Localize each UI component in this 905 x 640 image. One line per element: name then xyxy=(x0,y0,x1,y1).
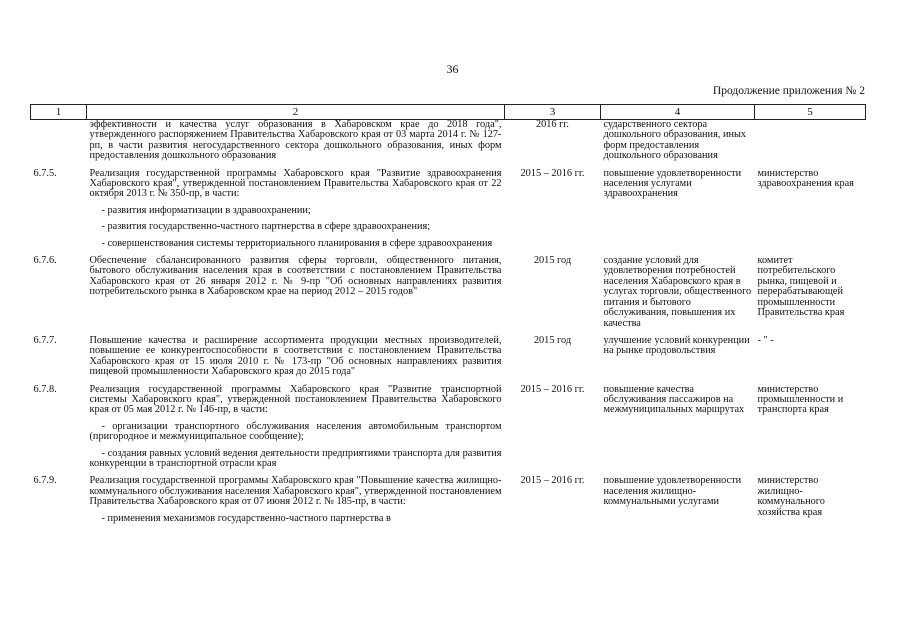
table-row xyxy=(31,120,866,162)
measure-description xyxy=(87,169,505,249)
expected-outcome: сударственного сектора дошкольного образования, иных форм предоставления дошкольного образования xyxy=(603,119,747,162)
measure-description xyxy=(87,476,505,524)
expected-outcome: повышение удовлетворенности населения услугами здравоохранения xyxy=(603,167,742,200)
expected-outcome: повышение удовлетворенности населения жилищно-коммунальными услугами xyxy=(603,475,742,508)
measure-text: эффективности и качества услуг образования в Хабаровском крае до 2018 года", утвержденного распоряжением Правительства Хабаровского края от 03 марта 2014 г. № 127-рп, в части развития негосударственного сектора дошкольного образования, иных форм предоставления дошкольного образования xyxy=(89,119,502,162)
table-row xyxy=(31,256,866,329)
measures-table xyxy=(30,104,866,524)
measure-description xyxy=(87,336,505,378)
continuation-label: Продолжение приложения № 2 xyxy=(712,85,865,97)
measure-subitem: - развития информатизации в здравоохранении; xyxy=(101,204,311,216)
measure-description xyxy=(87,256,505,329)
measure-description xyxy=(87,120,505,162)
measure-subitem: - совершенствования системы территориального планирования в сфере здравоохранения xyxy=(101,237,493,249)
item-number: 6.7.8. xyxy=(33,383,57,395)
measure-text: Реализация государственной программы Хабаровского края "Повышение качества жилищно-коммунального обслуживания населения Хабаровского края", утвержденной постановлением Правительства Хабаровского края от 07 июня 2012 г. № 185-пр, в части: xyxy=(89,475,502,508)
table-row xyxy=(31,476,866,524)
measure-description xyxy=(87,385,505,470)
item-number: 6.7.7. xyxy=(33,334,57,346)
measure-subitem: - создания равных условий ведения деятельности предприятиями транспорта для развития конкуренции в транспортной отрасли края xyxy=(89,447,502,469)
responsible-body: министерство промышленности и транспорта края xyxy=(757,383,844,416)
expected-outcome: улучшение условий конкуренции на рынке продовольствия xyxy=(603,334,750,357)
responsible-body: министерство жилищно-коммунального хозяйства края xyxy=(757,475,825,518)
column-header-5: 5 xyxy=(755,105,866,120)
measure-subitem: - применения механизмов государственно-частного партнерства в xyxy=(101,512,391,524)
responsible-body: - " - xyxy=(757,334,774,346)
table-body xyxy=(31,120,866,525)
implementation-term: 2015 – 2016 гг. xyxy=(520,167,585,179)
measure-text: Обеспечение сбалансированного развития сферы торговли, общественного питания, бытового обслуживания населения края в соответствии с постановлением Правительства Хабаровского края от 26 января 2012 г. № 9-пр "Об основных направлениях развития потребительского рынка в Хабаровском крае на период 2012 – 2015 годов" xyxy=(89,255,502,298)
item-number xyxy=(31,120,87,162)
responsible-body xyxy=(755,120,866,162)
column-header-2: 2 xyxy=(87,105,505,120)
column-header-4: 4 xyxy=(601,105,755,120)
item-number: 6.7.9. xyxy=(33,475,57,487)
table-row xyxy=(31,385,866,470)
implementation-term: 2015 – 2016 гг. xyxy=(520,475,585,487)
measure-text: Повышение качества и расширение ассортимента продукции местных производителей, повышение ее конкурентоспособности в соответствии с постановлением Правительства Хабаровского края от 15 июля 2010 г. № 173-пр "Об основных направлениях развития пищевой промышленности Хабаровского края до 2015 года" xyxy=(89,334,502,378)
expected-outcome: создание условий для удовлетворения потребностей населения Хабаровского края в услугах торговли, общественного питания и бытового обслуживания, повышения их качества xyxy=(603,255,752,329)
responsible-body: министерство здравоохранения края xyxy=(757,167,854,190)
measure-text: Реализация государственной программы Хабаровского края "Развитие транспортной системы Хабаровского края", утвержденной постановлением Правительства Хабаровского края от 05 мая 2012 г. № 146-пр, в части: xyxy=(89,383,502,416)
column-header-3: 3 xyxy=(505,105,601,120)
implementation-term: 2016 гг. xyxy=(535,119,570,130)
measure-text: Реализация государственной программы Хабаровского края "Развитие здравоохранения Хабаровского края", утвержденной постановлением Правительства Хабаровского края от 22 октября 2013 г. № 350-пр, в части: xyxy=(89,167,502,200)
item-number: 6.7.5. xyxy=(33,167,57,179)
responsible-body: комитет потребительского рынка, пищевой и перерабатывающей промышленности Правительства края xyxy=(757,255,845,319)
page-number: 36 xyxy=(446,62,459,76)
table-row xyxy=(31,336,866,378)
measure-subitem: - развития государственно-частного партнерства в сфере здравоохранения; xyxy=(101,221,431,233)
column-number-row xyxy=(31,105,866,120)
item-number: 6.7.6. xyxy=(33,255,57,267)
expected-outcome: повышение качества обслуживания пассажиров на межмуниципальных маршрутах xyxy=(603,383,745,416)
table-row xyxy=(31,169,866,249)
implementation-term: 2015 – 2016 гг. xyxy=(520,383,585,395)
column-header-1: 1 xyxy=(31,105,87,120)
implementation-term: 2015 год xyxy=(533,255,572,267)
measure-subitem: - организации транспортного обслуживания населения автомобильным транспортом (пригородное и межмуниципальное сообщение); xyxy=(89,420,502,443)
implementation-term: 2015 год xyxy=(533,334,572,346)
